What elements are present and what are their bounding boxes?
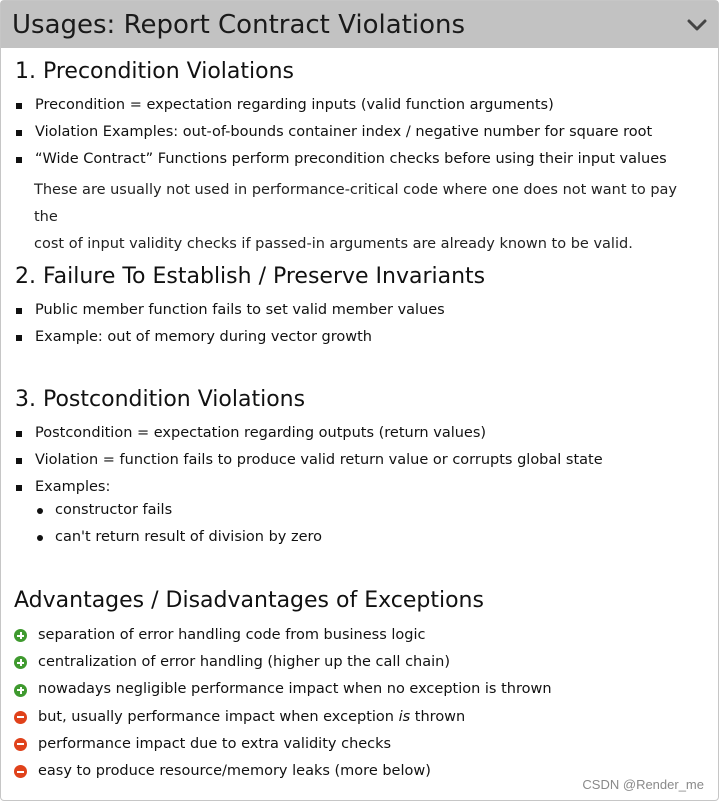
pro-text: nowadays negligible performance impact when no exception is thrown [38, 681, 552, 698]
note-line: cost of input validity checks if passed-in arguments are already known to be valid. [34, 236, 633, 252]
list-item: Example: out of memory during vector growth [15, 324, 704, 351]
list-item: Precondition = expectation regarding inputs (valid function arguments) [15, 92, 704, 119]
bullet-list [15, 420, 704, 501]
con-text-part: but, usually performance impact when exception [38, 708, 399, 725]
minus-circle-icon [14, 711, 27, 724]
watermark: CSDN @Render_me [582, 777, 704, 792]
bullet-list [15, 92, 704, 173]
section-exceptions [14, 588, 704, 785]
con-item [14, 704, 704, 731]
con-text-emphasis: is [398, 708, 411, 725]
con-text: easy to produce resource/memory leaks (more below) [38, 763, 431, 780]
section-heading: Advantages / Disadvantages of Exceptions [14, 588, 484, 613]
pro-item [14, 676, 704, 703]
minus-circle-icon [14, 765, 27, 778]
list-item: Violation = function fails to produce valid return value or corrupts global state [15, 447, 704, 474]
pro-text: centralization of error handling (higher up the call chain) [38, 654, 450, 671]
con-text [38, 704, 465, 731]
note-text [15, 177, 704, 258]
plus-circle-icon [14, 629, 27, 642]
pros-cons-list [14, 622, 704, 785]
panel-title: Usages: Report Contract Violations [12, 9, 465, 40]
sub-bullet-list [15, 497, 704, 551]
section-postcondition [15, 387, 704, 551]
chevron-down-icon[interactable] [686, 14, 708, 36]
plus-circle-icon [14, 684, 27, 697]
list-item: Public member function fails to set valid member values [15, 297, 704, 324]
pro-item [14, 622, 704, 649]
section-heading: 2. Failure To Establish / Preserve Invariants [15, 264, 486, 289]
sub-list-item: can't return result of division by zero [35, 524, 704, 551]
con-text-part: thrown [410, 708, 466, 725]
pro-text: separation of error handling code from business logic [38, 627, 426, 643]
minus-circle-icon [14, 738, 27, 751]
plus-circle-icon [14, 656, 27, 669]
note-line: These are usually not used in performance-critical code where one does not want to pay the [34, 182, 677, 225]
sub-list-item: constructor fails [35, 497, 704, 524]
section-heading: 1. Precondition Violations [15, 59, 295, 84]
list-item: “Wide Contract” Functions perform precondition checks before using their input values [15, 146, 704, 173]
panel-header[interactable] [1, 1, 718, 48]
section-heading: 3. Postcondition Violations [15, 387, 306, 412]
list-item: Violation Examples: out-of-bounds container index / negative number for square root [15, 119, 704, 146]
list-item-label: Examples: [35, 479, 111, 495]
bullet-list [15, 297, 704, 351]
con-item [14, 731, 704, 758]
section-invariants [15, 264, 704, 351]
con-text: performance impact due to extra validity checks [38, 735, 392, 752]
pro-item [14, 649, 704, 676]
list-item: Postcondition = expectation regarding outputs (return values) [15, 420, 704, 447]
section-precondition [15, 59, 704, 258]
